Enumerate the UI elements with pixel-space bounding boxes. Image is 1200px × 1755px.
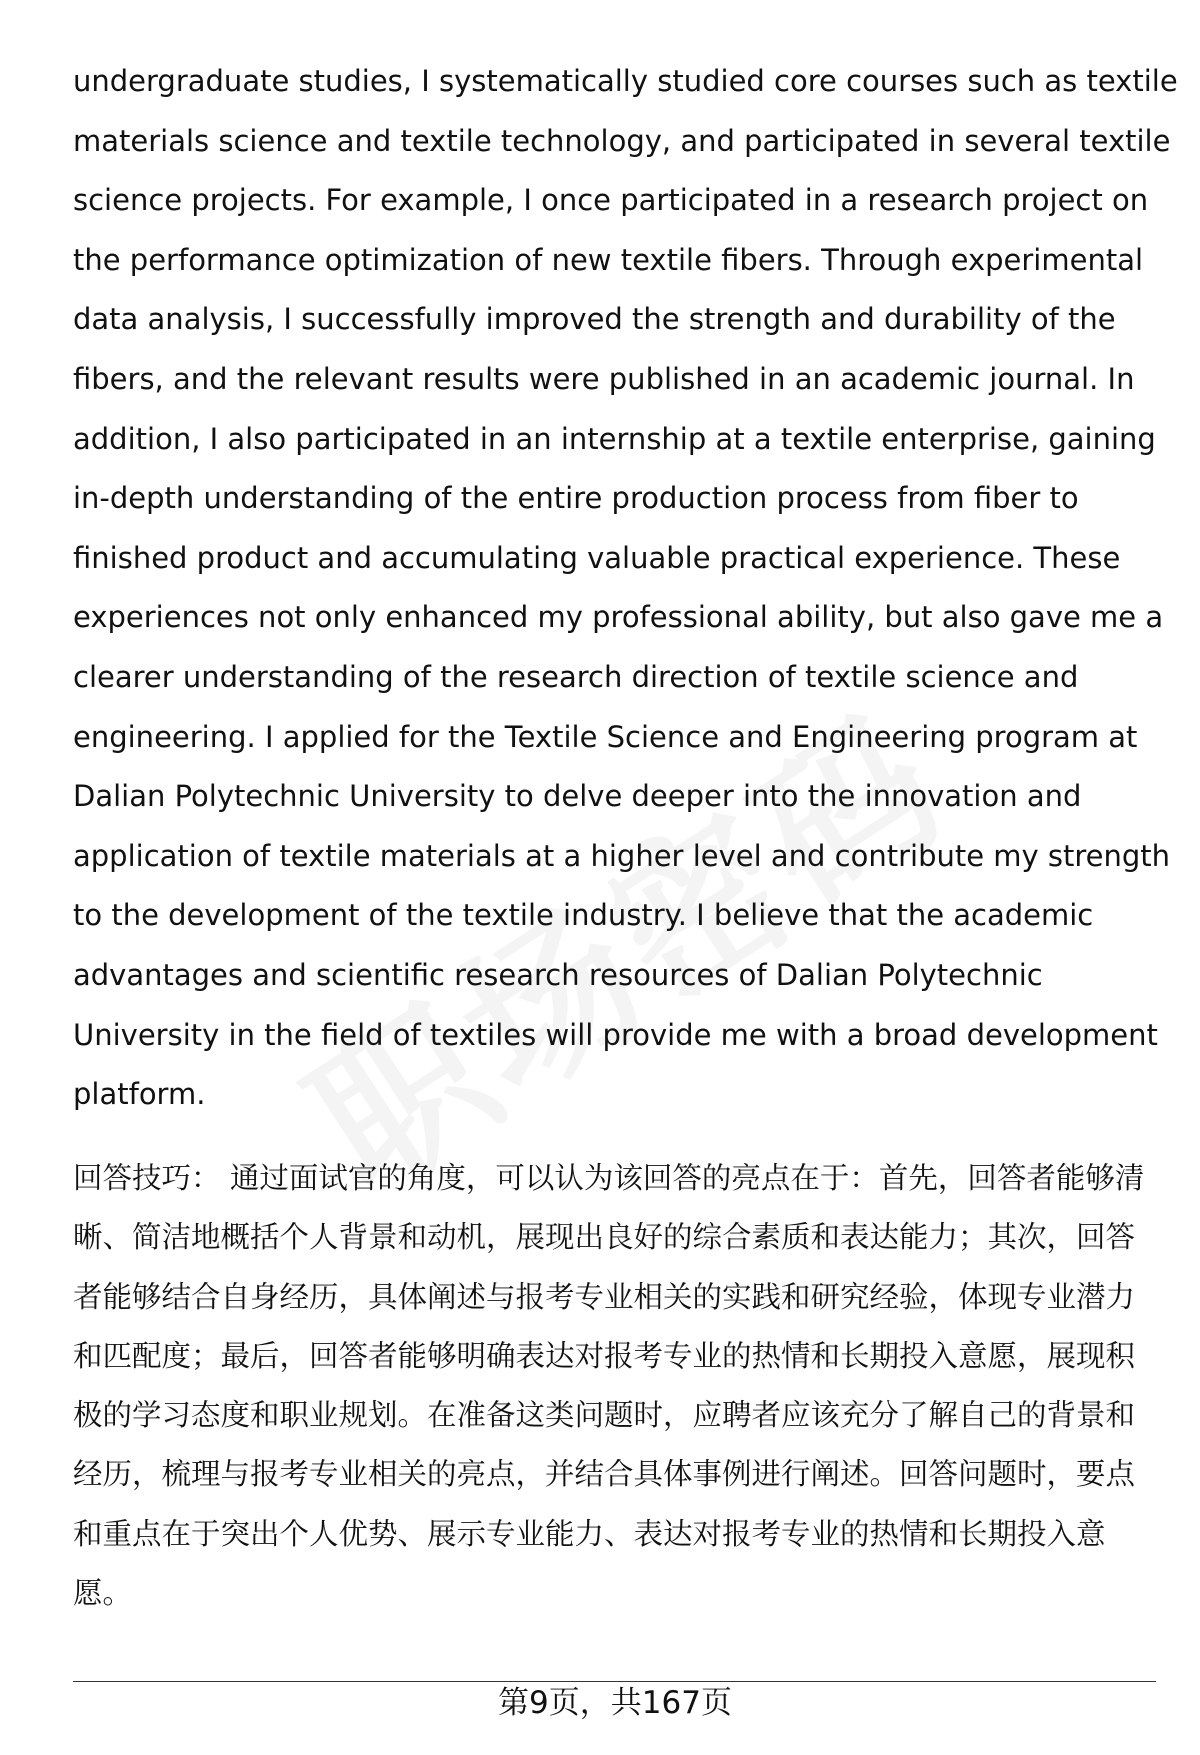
answer-line: the performance optimization of new textile fibers. Through experimental xyxy=(73,242,1144,277)
tips-line: 和匹配度；最后，回答者能够明确表达对报考专业的热情和长期投入意愿，展现积 xyxy=(73,1338,1136,1373)
answer-line: fibers, and the relevant results were published in an academic journal. In xyxy=(73,361,1135,396)
answer-line: finished product and accumulating valuable practical experience. These xyxy=(73,540,1121,575)
answer-line: engineering. I applied for the Textile Science and Engineering program at xyxy=(73,719,1138,754)
tips-line: 愿。 xyxy=(73,1576,133,1611)
answer-paragraph xyxy=(73,52,1178,1125)
tips-line: 回答技巧： 通过面试官的角度，可以认为该回答的亮点在于：首先，回答者能够清 xyxy=(73,1161,1145,1195)
answer-line: in-depth understanding of the entire production process from fiber to xyxy=(73,481,1079,516)
answer-line: application of textile materials at a higher level and contribute my strength xyxy=(73,838,1171,873)
answer-tips-paragraph xyxy=(73,1149,1163,1623)
tips-line: 和重点在于突出个人优势、展示专业能力、表达对报考专业的热情和长期投入意 xyxy=(73,1516,1106,1551)
tips-line: 极的学习态度和职业规划。在准备这类问题时，应聘者应该充分了解自己的背景和 xyxy=(73,1398,1136,1433)
answer-line: materials science and textile technology, and participated in several textile xyxy=(73,123,1171,158)
page-number: 第9页，共167页 xyxy=(498,1685,732,1721)
answer-line: University in the field of textiles will provide me with a broad development xyxy=(73,1017,1158,1052)
answer-line: undergraduate studies, I systematically studied core courses such as textile xyxy=(73,64,1178,98)
answer-line: Dalian Polytechnic University to delve deeper into the innovation and xyxy=(73,779,1082,814)
answer-line: science projects. For example, I once participated in a research project on xyxy=(73,183,1149,218)
answer-line: advantages and scientific research resources of Dalian Polytechnic xyxy=(73,957,1043,992)
answer-line: to the development of the textile industry. I believe that the academic xyxy=(73,898,1094,933)
tips-line: 者能够结合自身经历，具体阐述与报考专业相关的实践和研究经验，体现专业潜力 xyxy=(73,1279,1136,1314)
answer-line: data analysis, I successfully improved the strength and durability of the xyxy=(73,302,1116,337)
tips-line: 晰、简洁地概括个人背景和动机，展现出良好的综合素质和表达能力；其次，回答 xyxy=(73,1220,1136,1255)
answer-line: platform. xyxy=(73,1077,206,1112)
answer-line: clearer understanding of the research direction of textile science and xyxy=(73,659,1079,694)
answer-line: addition, I also participated in an internship at a textile enterprise, gaining xyxy=(73,421,1156,456)
tips-line: 经历，梳理与报考专业相关的亮点，并结合具体事例进行阐述。回答问题时，要点 xyxy=(73,1457,1136,1492)
answer-line: experiences not only enhanced my professional ability, but also gave me a xyxy=(73,600,1164,635)
